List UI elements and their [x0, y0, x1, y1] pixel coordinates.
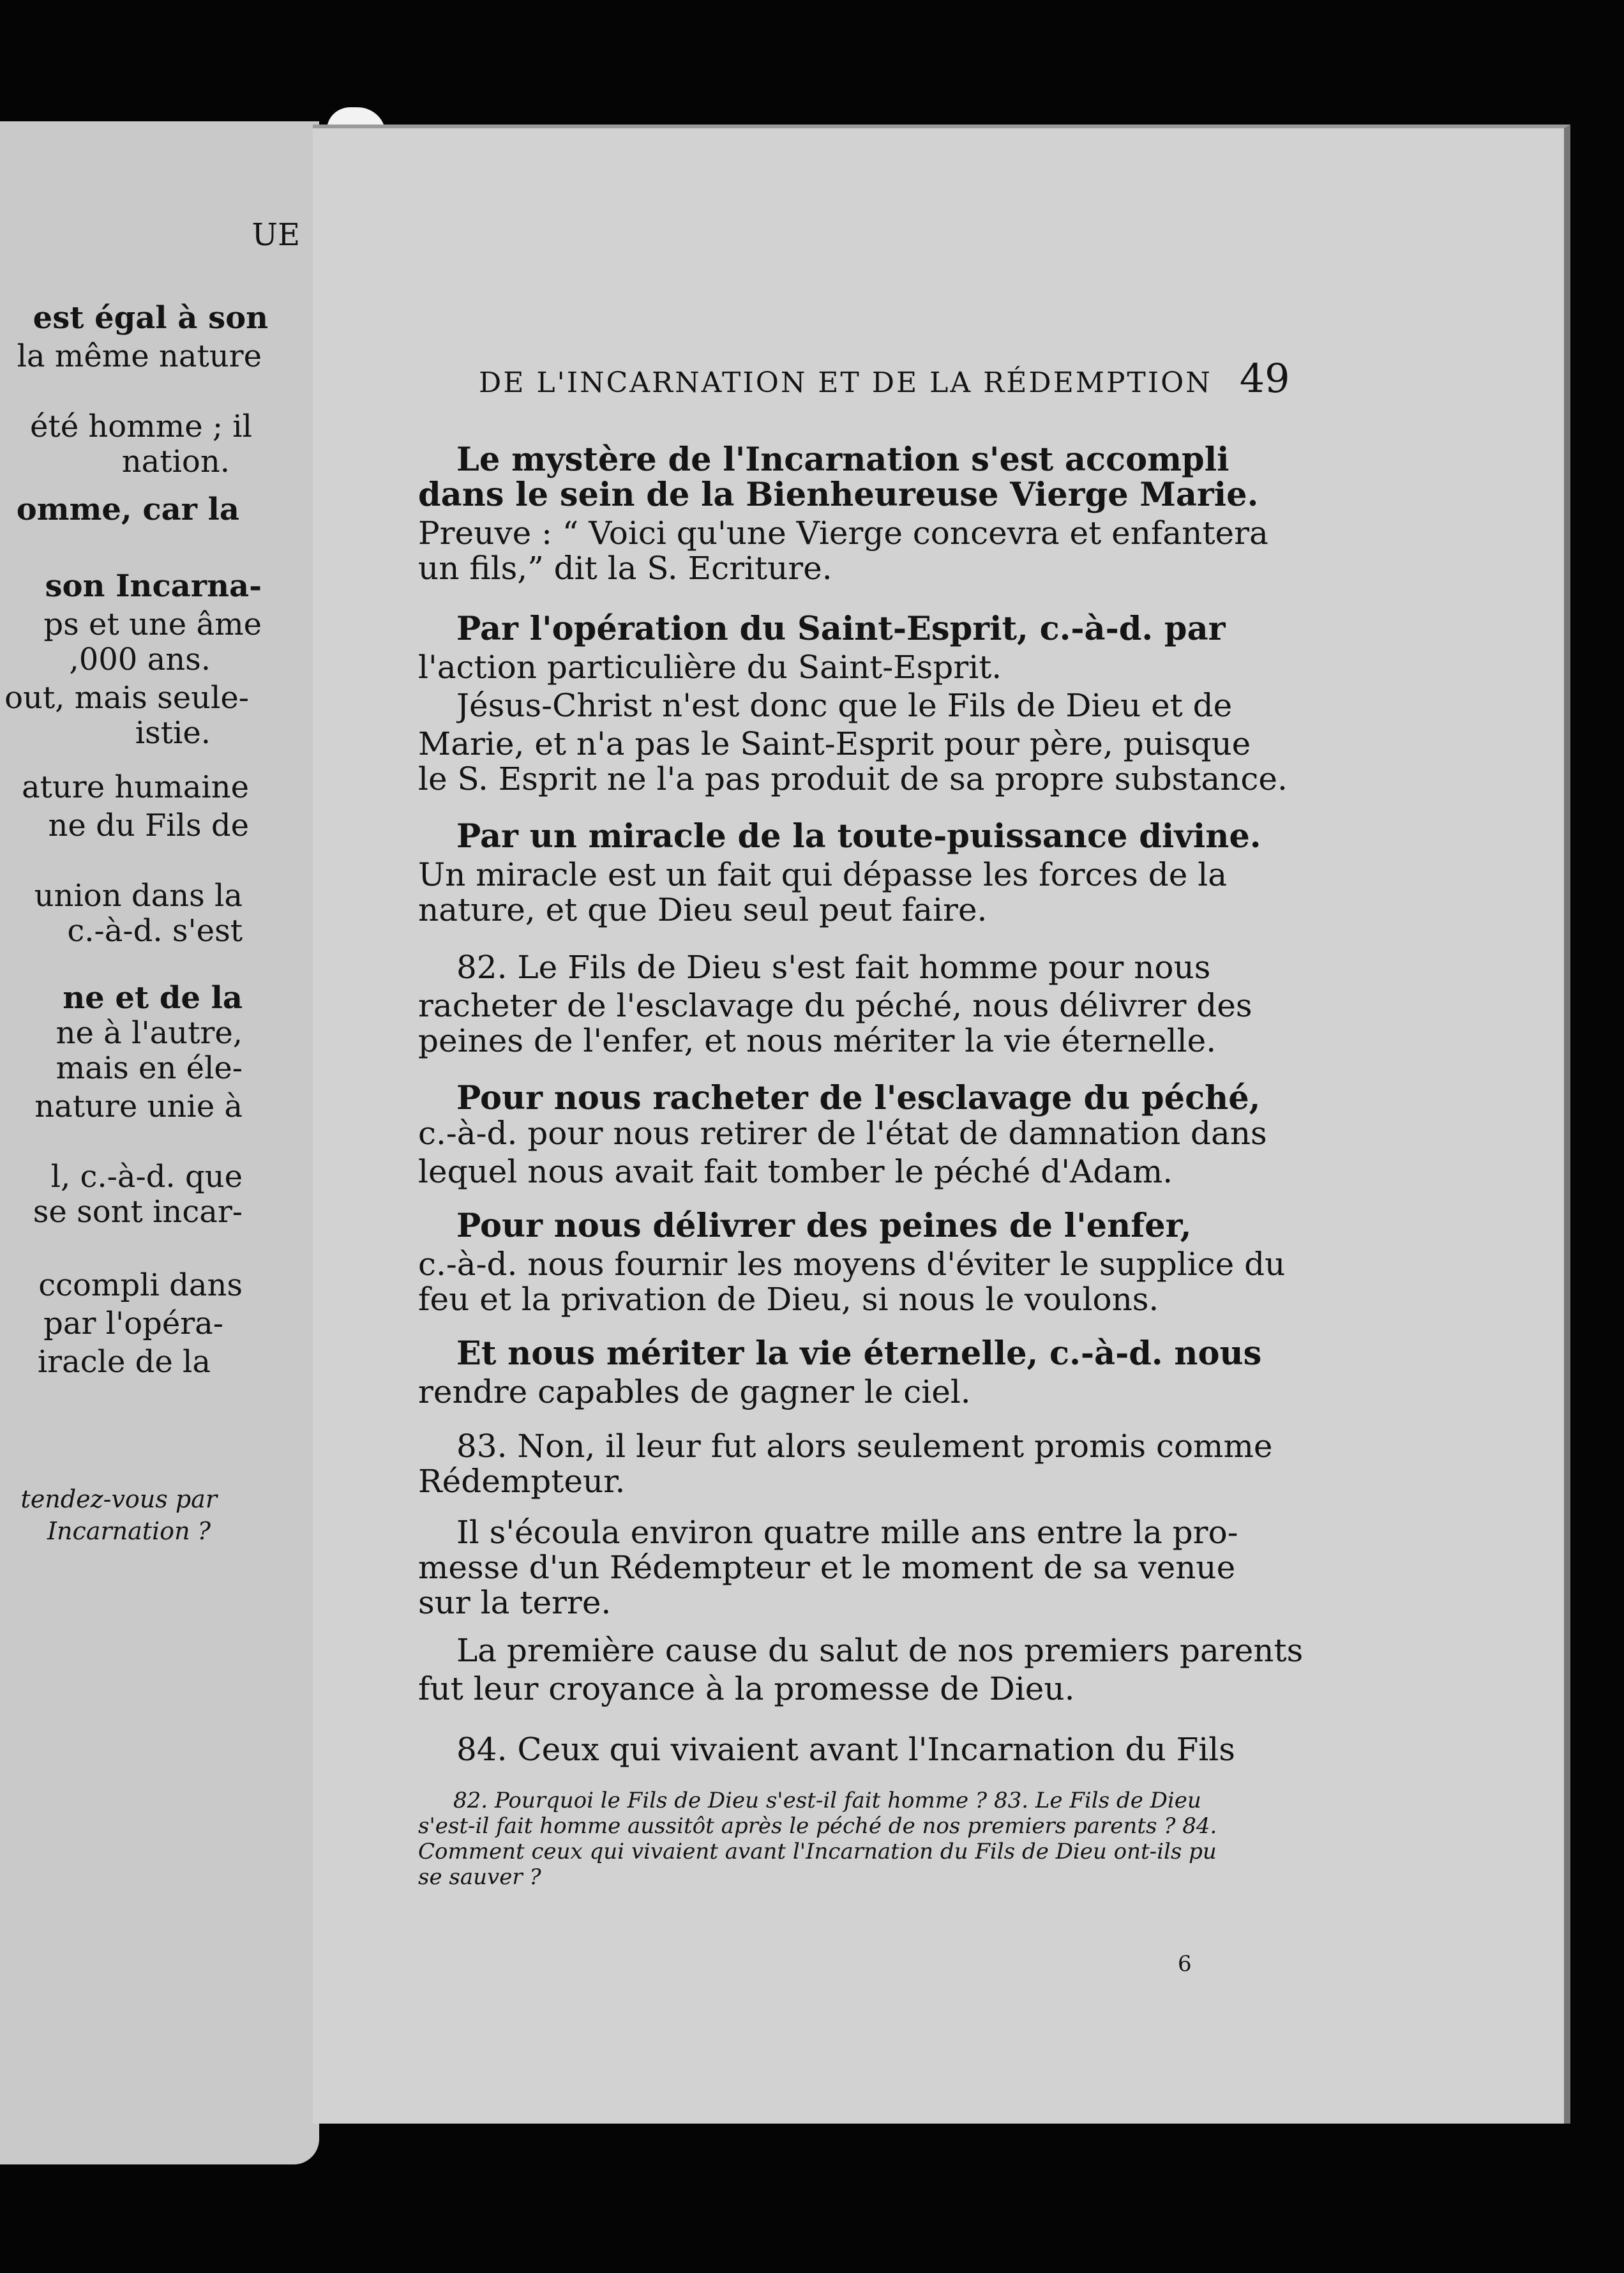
body-line: Rédempteur.	[418, 1463, 626, 1500]
left-page-line: omme, car la	[16, 492, 239, 527]
left-page-line: iracle de la	[37, 1344, 211, 1380]
body-line: racheter de l'esclavage du péché, nous délivrer des	[418, 987, 1252, 1024]
left-page-line: ,000 ans.	[69, 642, 211, 677]
body-line: Jésus-Christ n'est donc que le Fils de Dieu et de	[456, 687, 1233, 724]
body-line: messe d'un Rédempteur et le moment de sa venue	[418, 1549, 1236, 1586]
body-line: un fils,” dit la S. Ecriture.	[418, 550, 832, 587]
signature-mark: 6	[1178, 1951, 1192, 1977]
body-line: Preuve : “ Voici qu'une Vierge concevra et enfantera	[418, 515, 1268, 552]
body-line: rendre capables de gagner le ciel.	[418, 1373, 971, 1410]
left-page-line: la même nature	[17, 338, 262, 374]
body-line: Un miracle est un fait qui dépasse les forces de la	[418, 856, 1228, 893]
body-line: c.-à-d. pour nous retirer de l'état de damnation dans	[418, 1115, 1267, 1152]
left-page	[0, 121, 319, 2164]
body-line: 84. Ceux qui vivaient avant l'Incarnation du Fils	[456, 1731, 1235, 1768]
left-page-line: ne à l'autre,	[56, 1015, 243, 1051]
left-page-line: nation.	[121, 444, 230, 480]
body-line: feu et la privation de Dieu, si nous le voulons.	[418, 1281, 1159, 1318]
body-line: 82. Le Fils de Dieu s'est fait homme pour nous	[456, 949, 1211, 986]
bold-heading-line: Pour nous délivrer des peines de l'enfer,	[456, 1207, 1192, 1244]
left-page-line: ccompli dans	[38, 1267, 243, 1303]
left-page-line: Incarnation ?	[47, 1517, 211, 1545]
left-page-line: son Incarna-	[45, 568, 262, 604]
body-line: La première cause du salut de nos premiers parents	[456, 1632, 1304, 1669]
body-line: Il s'écoula environ quatre mille ans entre la pro-	[456, 1514, 1238, 1551]
body-line: nature, et que Dieu seul peut faire.	[418, 891, 988, 928]
bold-heading-line: Par un miracle de la toute-puissance divine.	[456, 818, 1261, 855]
left-page-line: ne et de la	[63, 980, 243, 1016]
body-line: fut leur croyance à la promesse de Dieu.	[418, 1670, 1075, 1707]
body-line: lequel nous avait fait tomber le péché d'Adam.	[418, 1153, 1173, 1190]
bold-heading-line: Et nous mériter la vie éternelle, c.-à-d. nous	[456, 1335, 1262, 1372]
bold-heading-line: Le mystère de l'Incarnation s'est accompli	[456, 441, 1229, 478]
body-line: sur la terre.	[418, 1584, 612, 1621]
body-line: c.-à-d. nous fournir les moyens d'éviter le supplice du	[418, 1246, 1286, 1283]
footnote-line: se sauver ?	[418, 1865, 541, 1889]
running-header-title: DE L'INCARNATION ET DE LA RÉDEMPTION	[479, 366, 1212, 399]
left-page-line: union dans la	[34, 878, 243, 914]
footnote-line: 82. Pourquoi le Fils de Dieu s'est-il fait homme ? 83. Le Fils de Dieu	[453, 1788, 1201, 1813]
left-page-line: par l'opéra-	[43, 1306, 223, 1341]
body-line: le S. Esprit ne l'a pas produit de sa propre substance.	[418, 760, 1288, 797]
bold-heading-line: Par l'opération du Saint-Esprit, c.-à-d. par	[456, 610, 1226, 647]
left-page-line: out, mais seule-	[4, 680, 249, 716]
left-page-line: ature humaine	[21, 769, 249, 805]
body-line: l'action particulière du Saint-Esprit.	[418, 649, 1002, 686]
left-page-line: l, c.-à-d. que	[50, 1159, 243, 1195]
body-line: peines de l'enfer, et nous mériter la vie éternelle.	[418, 1022, 1217, 1059]
footnote-line: Comment ceux qui vivaient avant l'Incarnation du Fils de Dieu ont-ils pu	[418, 1839, 1217, 1864]
page-number: 49	[1239, 355, 1290, 402]
left-page-line: est égal à son	[33, 300, 268, 336]
bold-heading-line: Pour nous racheter de l'esclavage du péché,	[456, 1080, 1261, 1117]
body-line: Marie, et n'a pas le Saint-Esprit pour père, puisque	[418, 725, 1251, 762]
left-page-line: c.-à-d. s'est	[67, 913, 243, 949]
left-page-line: mais en éle-	[56, 1050, 243, 1086]
left-page-line: ne du Fils de	[48, 808, 249, 843]
left-page-line: nature unie à	[34, 1089, 243, 1124]
running-header	[479, 355, 1570, 402]
bold-heading-line: dans le sein de la Bienheureuse Vierge Marie.	[418, 476, 1259, 513]
left-page-line: istie.	[135, 715, 211, 751]
left-page-line: tendez-vous par	[20, 1485, 217, 1513]
footnote-line: s'est-il fait homme aussitôt après le péché de nos premiers parents ? 84.	[418, 1814, 1217, 1838]
left-page-line: UE	[252, 217, 300, 253]
left-page-line: se sont incar-	[33, 1194, 243, 1230]
left-page-line: ps et une âme	[43, 607, 262, 642]
body-line: 83. Non, il leur fut alors seulement promis comme	[456, 1428, 1273, 1465]
right-page	[313, 125, 1570, 2124]
left-page-line: été homme ; il	[30, 409, 252, 444]
